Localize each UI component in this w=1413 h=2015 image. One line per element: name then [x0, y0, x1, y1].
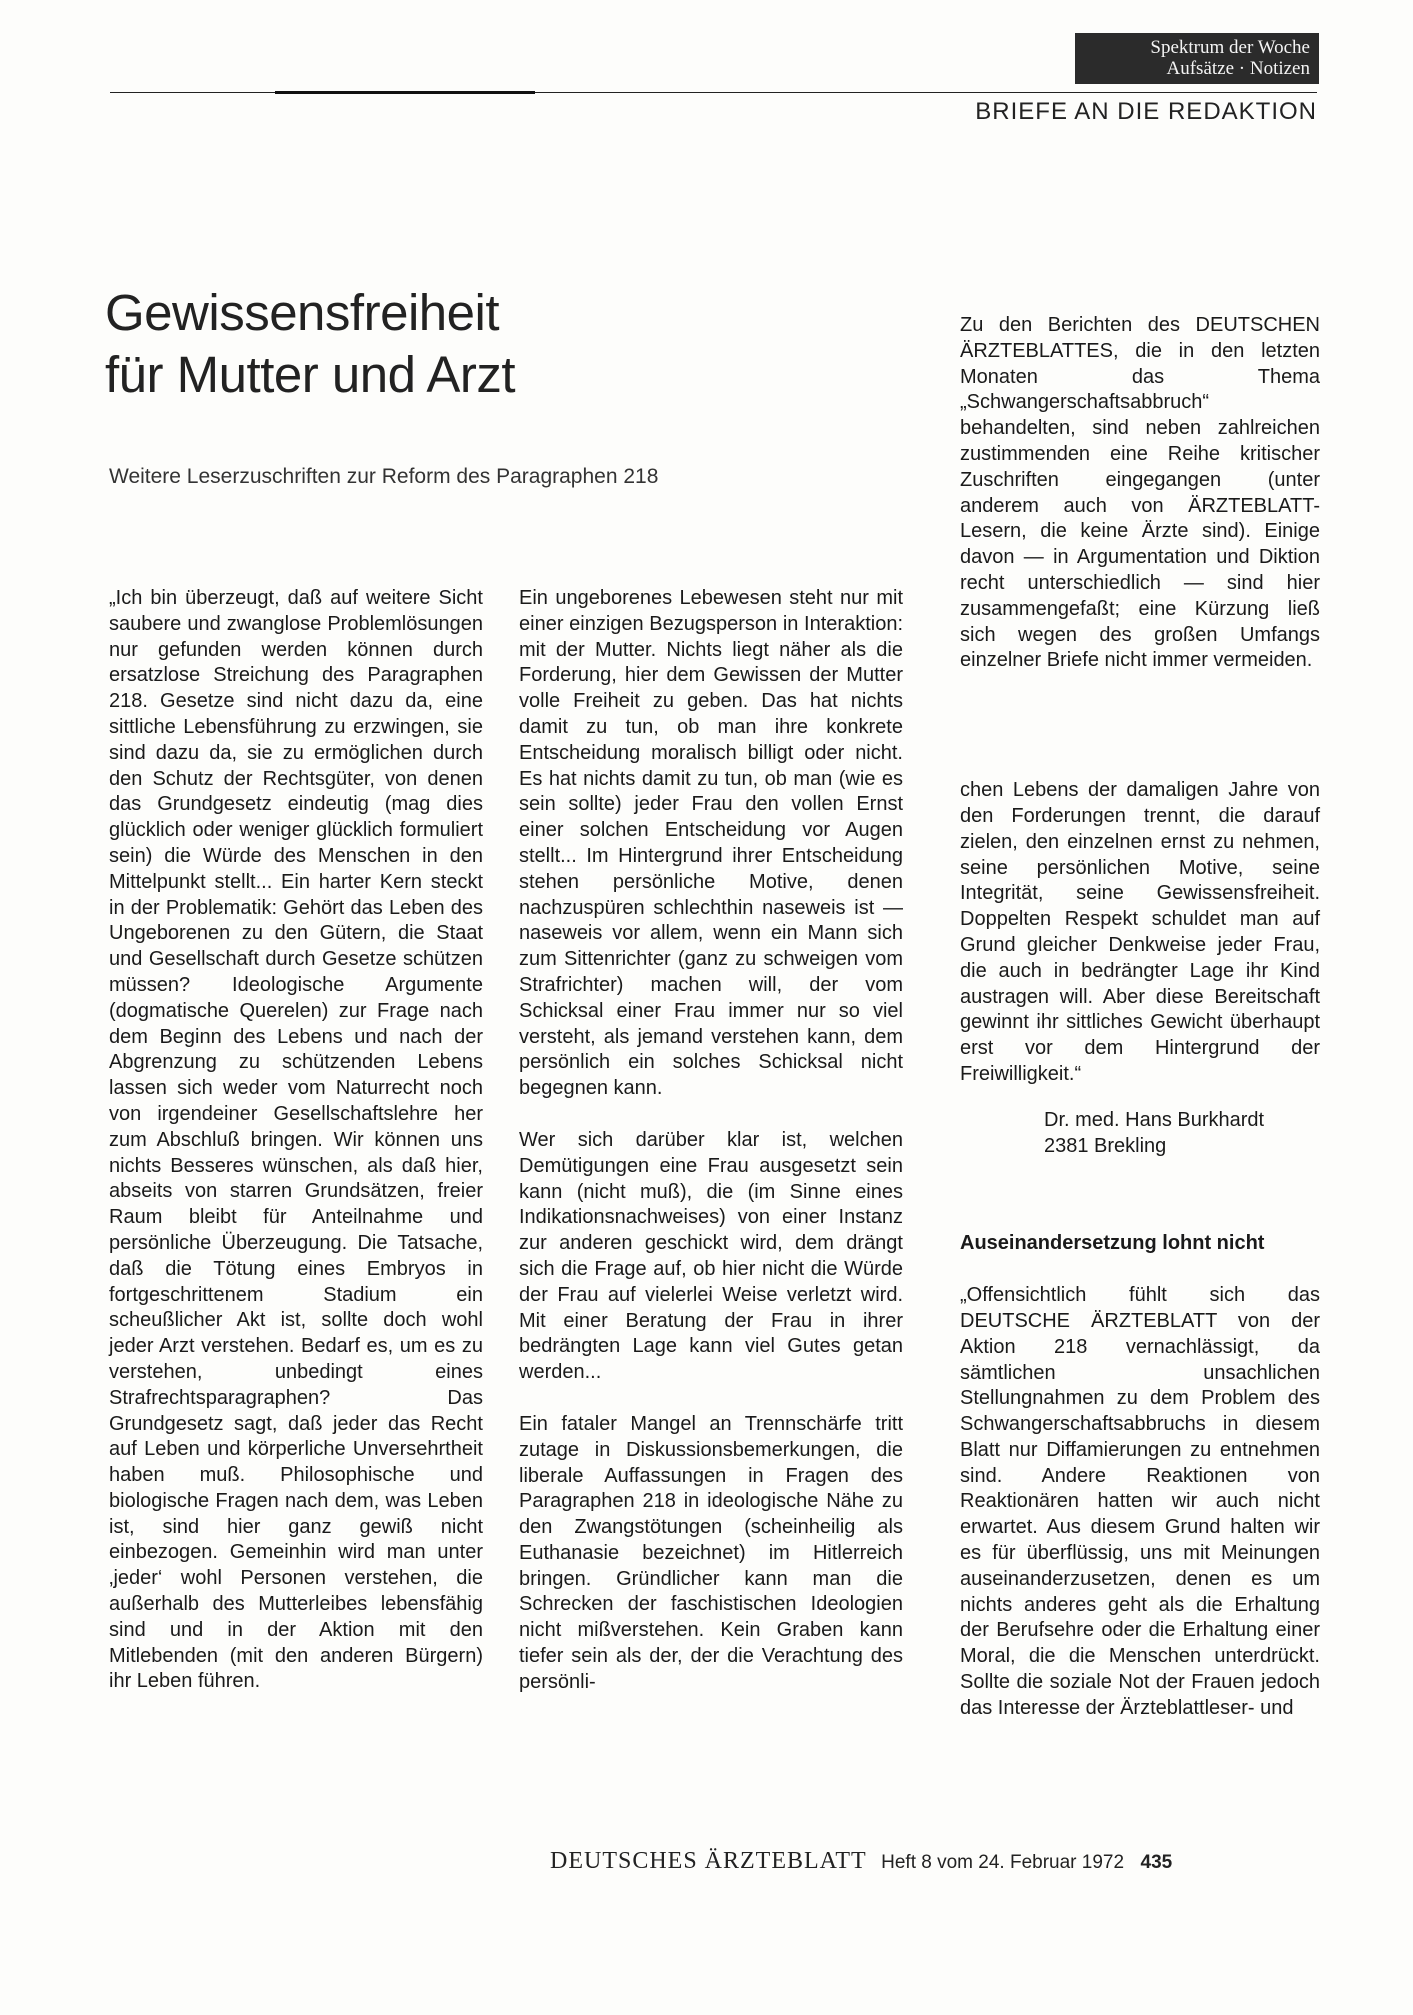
letter2-heading: Auseinandersetzung lohnt nicht: [960, 1232, 1265, 1255]
footer-issue: Heft 8 vom 24. Februar 1972: [881, 1852, 1125, 1873]
footer-page-number: 435: [1140, 1852, 1173, 1873]
letter1-paragraph-3: Wer sich darüber klar ist, welchen Demütigungen eine Frau ausgesetzt sein kann (nicht muß), die (im Sinne eines Indikationsnachweises) von einer Instanz zur anderen geschickt wird, dem drängt sich die Frage auf, ob hier nicht die Würde der Frau auf vielerlei Weise verletzt wird. Mit einer Beratung der Frau in ihrer bedrängten Lage kann viel Gutes getan werden...: [519, 1128, 903, 1384]
column-3: [960, 313, 1320, 1722]
footer-magazine: DEUTSCHES ÄRZTEBLATT: [550, 1848, 867, 1874]
badge-line-2: Aufsätze · Notizen: [1166, 58, 1310, 79]
letter1-paragraph-5: chen Lebens der damaligen Jahre von den Forderungen trennt, die darauf zielen, den einzelnen ernst zu nehmen, seine persönlichen Motive, seine Integrität, seine Gewissensfreiheit. Doppelten Respekt schuldet man auf Grund gleicher Denkweise jeder Frau, die auch in bedrängter Lage ihr Kind austragen will. Aber diese Bereitschaft gewinnt ihr sittliches Gewicht überhaupt erst vor dem Hintergrund der Freiwilligkeit.“: [960, 779, 1320, 1085]
letter1-place: 2381 Brekling: [1044, 1134, 1167, 1157]
title-line-2: für Mutter und Arzt: [105, 346, 516, 403]
page-footer: [550, 1848, 1172, 1875]
article-subtitle: Weitere Leserzuschriften zur Reform des Paragraphen 218: [109, 465, 659, 488]
letter1-signature: [1044, 1108, 1320, 1160]
article-title: [105, 282, 515, 406]
section-label: BRIEFE AN DIE REDAKTION: [975, 98, 1317, 125]
letter1-paragraph-4: Ein fataler Mangel an Trennschärfe tritt zutage in Diskussionsbemerkungen, die liberale Auffassungen in Fragen des Paragraphen 218 in ideologische Nähe zu den Zwangstötungen (scheinheilig als Euthanasie bezeichnet) im Hitlerreich bringen. Gründlicher kann man die Schrecken der faschistischen Ideologien nicht mißverstehen. Kein Graben kann tiefer sein als der, der die Verachtung des persönli-: [519, 1412, 903, 1693]
letter1-paragraph-2: Ein ungeborenes Lebewesen steht nur mit einer einzigen Bezugsperson in Interaktion: mit der Mutter. Nichts liegt näher als die Forderung, hier dem Gewissen der Mutter volle Freiheit zu geben. Das hat nichts damit zu tun, ob man ihre konkrete Entscheidung moralisch billigt oder nicht. Es hat nichts damit zu tun, ob man (wie es sein sollte) jeder Frau den vollen Ernst einer solchen Entscheidung vor Augen stellt... Im Hintergrund ihrer Entscheidung stehen persönliche Motive, denen nachzuspüren schlechthin naseweis ist — naseweis vor allem, wenn ein Mann sich zum Sittenrichter (ganz zu schweigen vom Strafrichter) machen will, der vom Schicksal einer Frau immer nur so viel versteht, als jemand verstehen kann, dem persönlich ein solches Schicksal nicht begegnen kann.: [519, 587, 903, 1100]
editorial-intro: Zu den Berichten des DEUTSCHEN ÄRZTEBLATTES, die in den letzten Monaten das Thema „Schwangerschaftsabbruch“ behandelten, sind neben zahlreichen zustimmenden eine Reihe kritischer Zuschriften eingegangen (unter anderem auch von ÄRZTEBLATT-Lesern, die keine Ärzte sind). Einige davon — in Argumentation und Diktion recht unterschiedlich — sind hier zusammengefaßt; eine Kürzung ließ sich wegen des großen Umfangs einzelner Briefe nicht immer vermeiden.: [960, 314, 1320, 672]
letter2-paragraph-1: „Offensichtlich fühlt sich das DEUTSCHE ÄRZTEBLATT von der Aktion 218 vernachlässigt, da sämtlichen unsachlichen Stellungnahmen zu dem Problem des Schwangerschaftsabbruchs in diesem Blatt nur Diffamierungen zu entnehmen sind. Andere Reaktionen von Reaktionären hatten wir auch nicht erwartet. Aus diesem Grund halten wir es für überflüssig, uns mit Meinungen auseinanderzusetzen, denen es um nichts anderes geht als die Erhaltung der Berufsehre oder die Erhaltung einer Moral, die die Menschen unterdrückt. Sollte die soziale Not der Frauen jedoch das Interesse der Ärzteblattleser- und: [960, 1284, 1320, 1719]
letter1-paragraph-1: „Ich bin überzeugt, daß auf weitere Sicht saubere und zwanglose Problemlösungen nur gefunden werden können durch ersatzlose Streichung des Paragraphen 218. Gesetze sind nicht dazu da, eine sittliche Lebensführung zu erzwingen, sie sind dazu da, sie zu ermöglichen durch den Schutz der Rechtsgüter, von denen das Grundgesetz eindeutig (mag dies glücklich oder weniger glücklich formuliert sein) die Würde des Menschen in den Mittelpunkt stellt... Ein harter Kern steckt in der Problematik: Gehört das Leben des Ungeborenen zu den Gütern, die Staat und Gesellschaft durch Gesetze schützen müssen? Ideologische Argumente (dogmatische Querelen) zur Frage nach dem Beginn des Lebens und nach der Abgrenzung zu schützenden Lebens lassen sich weder vom Naturrecht noch von irgendeiner Gesellschaftslehre her zum Abschluß bringen. Wir können uns nichts Besseres wünschen, als daß hier, abseits von starren Grundsätzen, freier Raum bleibt für Anteilnahme und persönliche Überzeugung. Die Tatsache, daß die Tötung eines Embryos in fortgeschrittenem Stadium ein scheußlicher Akt ist, sollte doch wohl jeder Arzt verstehen. Bedarf es, um es zu verstehen, unbedingt eines Strafrechtsparagraphen? Das Grundgesetz sagt, daß jeder das Recht auf Leben und körperliche Unversehrtheit haben muß. Philosophische und biologische Fragen nach dem, was Leben ist, sind hier ganz gewiß nicht einbezogen. Gemeinhin wird man unter ‚jeder‘ wohl Personen verstehen, die außerhalb des Mutterleibes lebensfähig sind und in der Aktion mit den Mitlebenden (mit den anderen Bürgern) ihr Leben führen.: [109, 587, 483, 1693]
header-rule-accent: [275, 91, 535, 94]
column-2: [519, 586, 903, 1696]
badge-line-1: Spektrum der Woche: [1150, 37, 1310, 58]
title-line-1: Gewissensfreiheit: [105, 284, 499, 341]
column-1: [109, 586, 483, 1695]
section-badge: [1075, 33, 1319, 84]
letter1-author: Dr. med. Hans Burkhardt: [1044, 1108, 1265, 1131]
